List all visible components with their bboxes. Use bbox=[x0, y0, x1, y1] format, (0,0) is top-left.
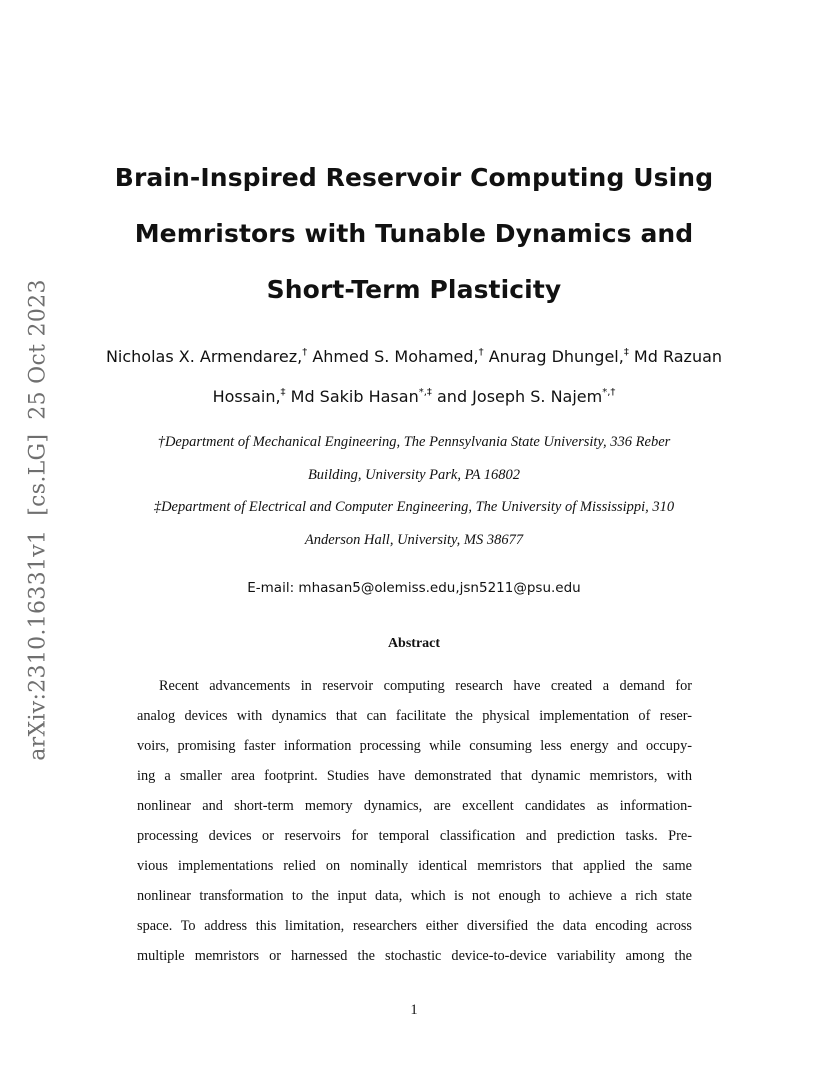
title-line: Memristors with Tunable Dynamics and bbox=[134, 219, 694, 248]
affiliation-line: †Department of Mechanical Engineering, The Pennsylvania State University, 336 Reber bbox=[157, 434, 671, 450]
abstract-line: space. To address this limitation, researchers either diversified the data encoding across bbox=[137, 918, 692, 934]
abstract-line: Recent advancements in reservoir computing research have created a demand for bbox=[159, 678, 692, 694]
affiliation-line: ‡Department of Electrical and Computer Engineering, The University of Mississippi, 310 bbox=[153, 499, 675, 515]
author-mark: † bbox=[478, 347, 484, 358]
arxiv-date: 25 Oct 2023 bbox=[25, 279, 51, 420]
abstract-line: processing devices or reservoirs for temporal classification and prediction tasks. Pre- bbox=[137, 828, 692, 844]
author-name: and Joseph S. Najem bbox=[431, 387, 603, 406]
author-mark: *,† bbox=[602, 387, 616, 398]
abstract-line: multiple memristors or harnessed the stochastic device-to-device variability among the bbox=[137, 948, 692, 964]
author-mark: *,‡ bbox=[418, 387, 432, 398]
author-mark: † bbox=[302, 347, 308, 358]
author-name: Md Sakib Hasan bbox=[285, 387, 419, 406]
author-name: Anurag Dhungel, bbox=[483, 347, 624, 366]
author-name: Md Razuan bbox=[628, 347, 723, 366]
title-line: Brain-Inspired Reservoir Computing Using bbox=[114, 163, 714, 192]
author-list bbox=[0, 337, 828, 417]
contact-email: E-mail: mhasan5@olemiss.edu,jsn5211@psu.edu bbox=[247, 580, 581, 596]
abstract-line: analog devices with dynamics that can facilitate the physical implementation of reser- bbox=[137, 708, 692, 724]
page-number: 1 bbox=[410, 1002, 418, 1018]
author-mark: ‡ bbox=[280, 387, 286, 398]
author-line-2 bbox=[0, 377, 828, 417]
affiliation-line: Building, University Park, PA 16802 bbox=[307, 467, 521, 483]
title-line: Short-Term Plasticity bbox=[266, 275, 562, 304]
abstract-line: ing a smaller area footprint. Studies have demonstrated that dynamic memristors, with bbox=[137, 768, 692, 784]
abstract-line: voirs, promising faster information processing while consuming less energy and occupy- bbox=[137, 738, 692, 754]
abstract-heading: Abstract bbox=[387, 636, 441, 651]
abstract-body bbox=[137, 671, 692, 971]
author-mark: ‡ bbox=[623, 347, 629, 358]
abstract-line: nonlinear and short-term memory dynamics, are excellent candidates as information- bbox=[137, 798, 692, 814]
abstract-line: nonlinear transformation to the input data, which is not enough to achieve a rich state bbox=[137, 888, 692, 904]
author-line-1 bbox=[0, 337, 828, 377]
arxiv-id: arXiv:2310.16331v1 bbox=[25, 529, 51, 761]
affiliation bbox=[0, 491, 828, 557]
affiliation-line: Anderson Hall, University, MS 38677 bbox=[304, 532, 524, 548]
author-name: Hossain, bbox=[212, 387, 281, 406]
author-name: Nicholas X. Armendarez, bbox=[105, 347, 303, 366]
arxiv-category: [cs.LG] bbox=[25, 433, 51, 516]
paper-title bbox=[0, 150, 828, 318]
author-name: Ahmed S. Mohamed, bbox=[307, 347, 479, 366]
abstract-line: vious implementations relied on nominally identical memristors that applied the same bbox=[137, 858, 692, 874]
affiliation bbox=[0, 426, 828, 492]
